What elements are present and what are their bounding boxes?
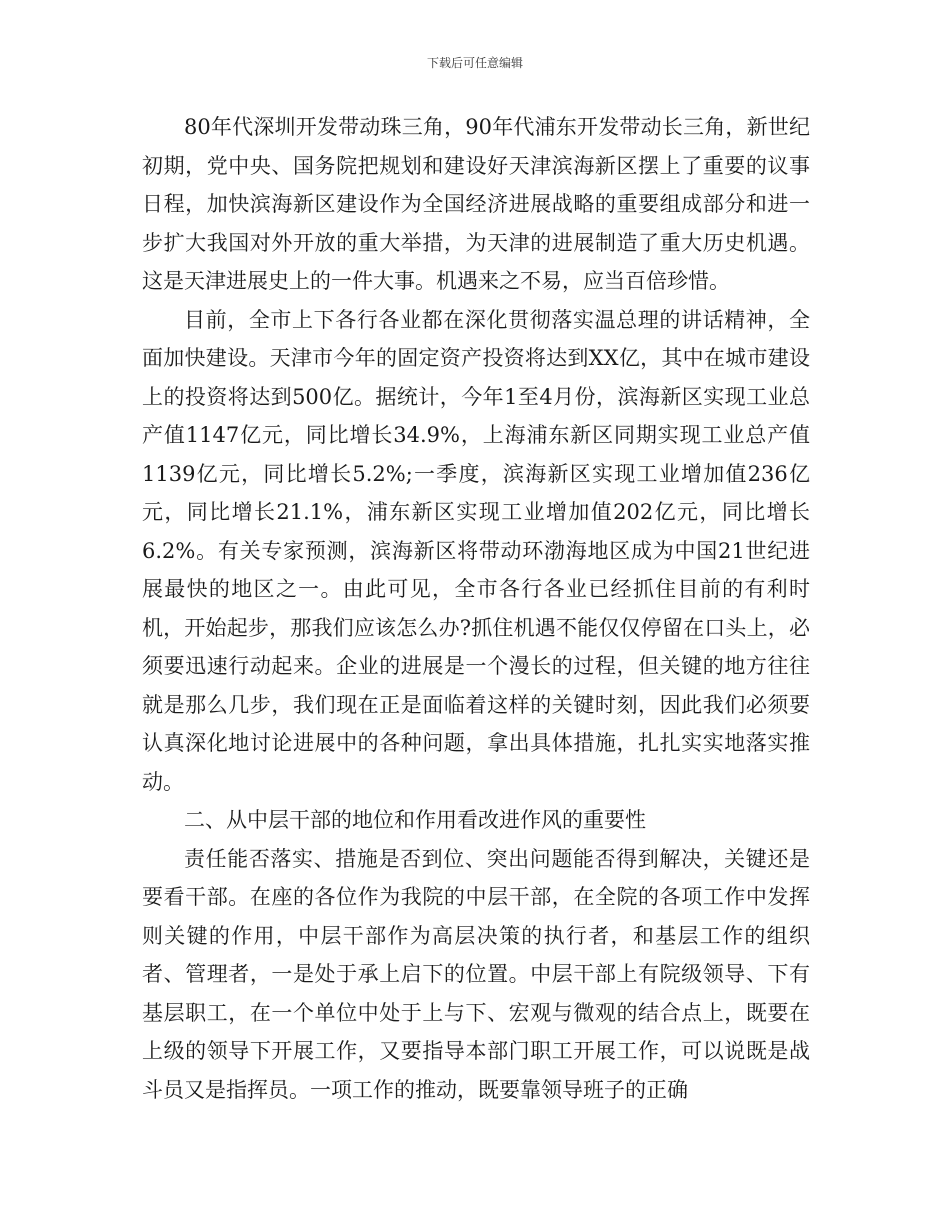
paragraph-cadres: 责任能否落实、措施是否到位、突出问题能否得到解决，关键还是要看干部。在座的各位作为我院的中层干部，在全院的各项工作中发挥则关键的作用，中层干部作为高层决策的执行者，和基层工作的组织者、管理者，一是处于承上启下的位置。中层干部上有院级领导、下有基层职工，在一个单位中处于上与下、宏观与微观的结合点上，既要在上级的领导下开展工作，又要指导本部门职工开展工作，可以说既是战斗员又是指挥员。一项工作的推动，既要靠领导班子的正确	[142, 846, 810, 1102]
section-heading: 二、从中层干部的地位和作用看改进作风的重要性	[184, 808, 646, 832]
document-body	[142, 108, 810, 1109]
paragraph-intro: 80年代深圳开发带动珠三角，90年代浦东开发带动长三角，新世纪初期，党中央、国务院把规划和建设好天津滨海新区摆上了重要的议事日程，加快滨海新区建设作为全国经济进展战略的重要组成部分和进一步扩大我国对外开放的重大举措，为天津的进展制造了重大历史机遇。这是天津进展史上的一件大事。机遇来之不易，应当百倍珍惜。	[142, 115, 810, 293]
page-header: 下载后可任意编辑	[426, 56, 523, 70]
paragraph-statistics: 目前，全市上下各行各业都在深化贯彻落实温总理的讲话精神，全面加快建设。天津市今年的固定资产投资将达到XX亿，其中在城市建设上的投资将达到500亿。据统计，今年1至4月份，滨海新区实现工业总产值1147亿元，同比增长34.9%，上海浦东新区同期实现工业总产值1139亿元，同比增长5.2%;一季度，滨海新区实现工业增加值236亿元，同比增长21.1%，浦东新区实现工业增加值202亿元，同比增长6.2%。有关专家预测，滨海新区将带动环渤海地区成为中国21世纪进展最快的地区之一。由此可见，全市各行各业已经抓住目前的有利时机，开始起步，那我们应该怎么办?抓住机遇不能仅仅停留在口头上，必须要迅速行动起来。企业的进展是一个漫长的过程，但关键的地方往往就是那么几步，我们现在正是面临着这样的关键时刻，因此我们必须要认真深化地讨论进展中的各种问题，拿出具体措施，扎扎实实地落实推动。	[142, 307, 810, 794]
